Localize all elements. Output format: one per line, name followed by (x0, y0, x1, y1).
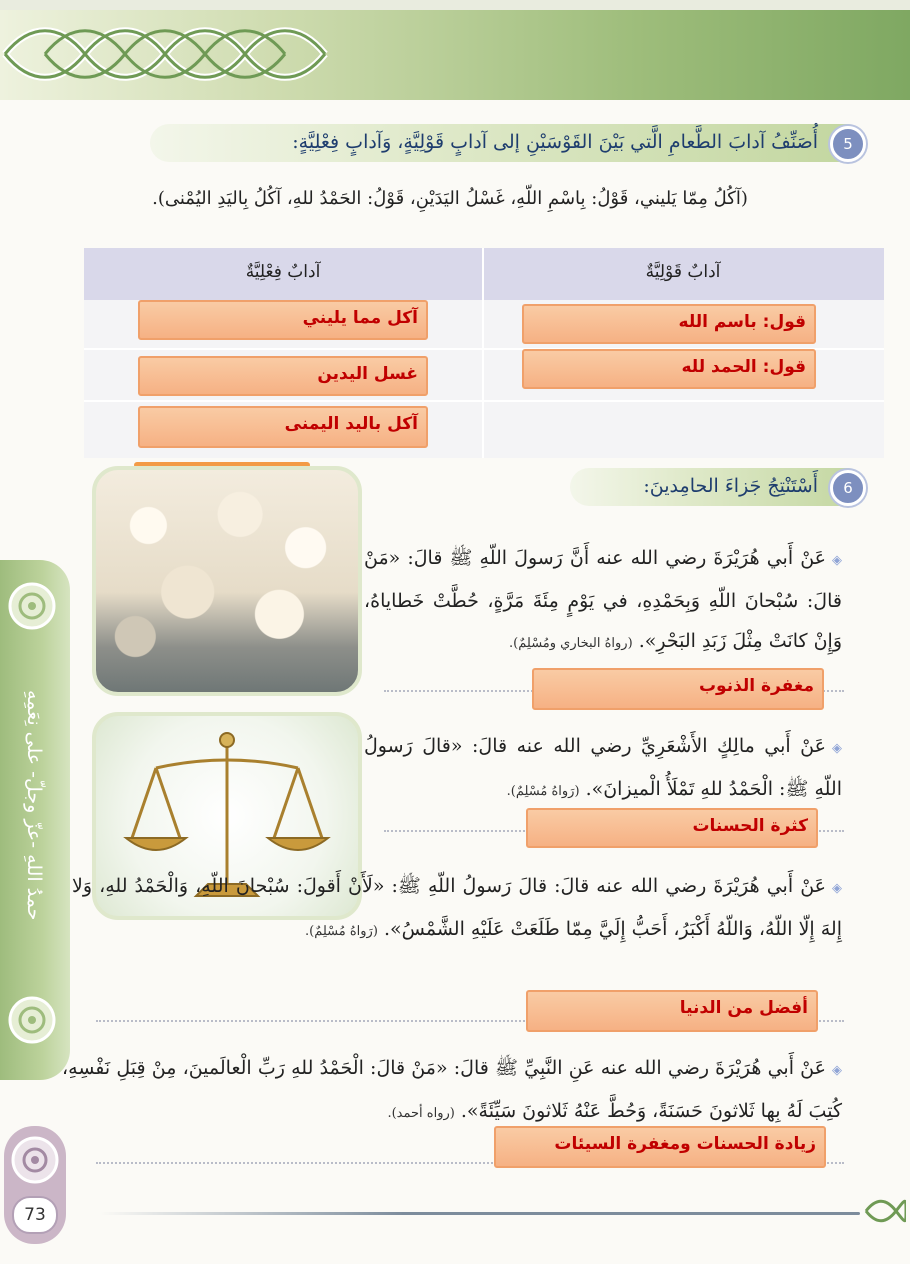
hadith-3-answer[interactable]: أفضل من الدنيا (526, 990, 818, 1032)
section5-number-badge: 5 (830, 126, 866, 162)
hadith-3-text: عَنْ أَبي هُرَيْرَةَ رضي الله عنه قالَ: قالَ رَسولُ اللّهِ ﷺ: «لَأَنْ أَقولَ: سُبْحانَ اللّهِ، وَالْحَمْدُ للهِ، وَلا إِلهَ إِلّا اللّهُ، وَاللّهُ أَكْبَرُ، أَحَبُّ إِلَيَّ مِمّا طَلَعَتْ عَلَيْهِ الشَّمْسُ». (72, 875, 842, 940)
diamond-bullet-icon: ◈ (832, 741, 842, 756)
hadith-4-reference: (رواه أحمد). (387, 1106, 455, 1121)
braid-ornament-icon (0, 18, 360, 90)
medallion-icon (6, 990, 58, 1050)
practical-answer-2[interactable]: غسل اليدين (138, 356, 428, 396)
section5-options-line: (آكُلُ مِمّا يَليني، قَوْلُ: بِاسْمِ اللّهِ، غَسْلُ اليَدَيْنِ، قَوْلُ: الحَمْدُ للهِ، آكُلُ بِاليَدِ اليُمْنى). (152, 188, 748, 209)
hadith-1-reference: (رواهُ البخاري ومُسْلِمٌ). (509, 636, 633, 651)
side-title: حمدُ اللهِ -عزّ وجلّ- على نِعَمِهِ (23, 689, 45, 921)
hadith-1 (364, 538, 842, 664)
page-number: 73 (12, 1196, 58, 1234)
hadith-2 (364, 726, 842, 812)
top-edge (0, 0, 910, 10)
hadith-4-answer[interactable]: زيادة الحسنات ومغفرة السيئات (494, 1126, 826, 1168)
hadith-2-answer[interactable]: كثرة الحسنات (526, 808, 818, 848)
section6-number-badge: 6 (830, 470, 866, 506)
diamond-bullet-icon: ◈ (832, 881, 842, 896)
verbal-answer-2[interactable]: قول: الحمد لله (522, 349, 816, 389)
verbal-answer-1[interactable]: قول: باسم الله (522, 304, 816, 344)
hadith-3-reference: (رَواهُ مُسْلِمٌ). (305, 924, 378, 939)
bottom-rule (100, 1212, 860, 1215)
section6-heading: أَسْتَنْتِجُ جَزاءَ الحامِدينَ: (643, 475, 818, 497)
medallion-icon (6, 580, 58, 632)
diamond-bullet-icon: ◈ (832, 1063, 842, 1078)
hadith-1-answer[interactable]: مغفرة الذنوب (532, 668, 824, 710)
hadith-2-text: عَنْ أَبي مالِكٍ الأَشْعَرِيِّ رضي الله عنه قالَ: «قالَ رَسولُ اللّهِ ﷺ: الْحَمْدُ للهِ تَمْلَأُ الْميزانَ». (364, 735, 842, 800)
hadith-4 (62, 1048, 842, 1134)
diamond-bullet-icon: ◈ (832, 553, 842, 568)
col-practical-title: آدابٌ فِعْلِيَّةٌ (245, 262, 321, 282)
table-row-line (84, 400, 884, 402)
sea-foam-image (92, 466, 362, 696)
hadith-2-reference: (رَواهُ مُسْلِمٌ). (506, 784, 580, 799)
hadith-4-text: عَنْ أَبي هُرَيْرَةَ رضي الله عنه عَنِ النَّبِيِّ ﷺ قالَ: «مَنْ قالَ: الْحَمْدُ للهِ رَبِّ الْعالَمينَ، مِنْ قِبَلِ نَفْسِهِ، كُتِبَ لَهُ بِها ثَلاثونَ حَسَنَةً، وَحُطَّ عَنْهُ ثَلاثونَ سَيِّئَةً». (62, 1057, 842, 1122)
practical-answer-3[interactable]: آكل باليد اليمنى (138, 406, 428, 448)
hadith-1-text: عَنْ أَبي هُرَيْرَةَ رضي الله عنه أَنَّ رَسولَ اللّهِ ﷺ قالَ: «مَنْ قالَ: سُبْحانَ اللّهِ وَبِحَمْدِهِ، في يَوْمٍ مِئَةَ مَرَّةٍ، حُطَّتْ خَطاياهُ، وَإِنْ كانَتْ مِثْلَ زَبَدِ البَحْرِ». (364, 547, 842, 652)
col-verbal-title: آدابٌ قَوْلِيَّةٌ (645, 262, 721, 282)
hadith-3 (72, 866, 842, 952)
medallion-icon (4, 1126, 66, 1196)
practical-answer-1[interactable]: آكل مما يليني (138, 300, 428, 340)
section5-heading: أُصَنِّفُ آدابَ الطَّعامِ الَّتي بَيْنَ القَوْسَيْنِ إلى آدابٍ قَوْلِيَّةٍ، وَآدابٍ فِعْلِيَّةٍ: (292, 131, 818, 153)
braid-end-icon (862, 1196, 906, 1226)
